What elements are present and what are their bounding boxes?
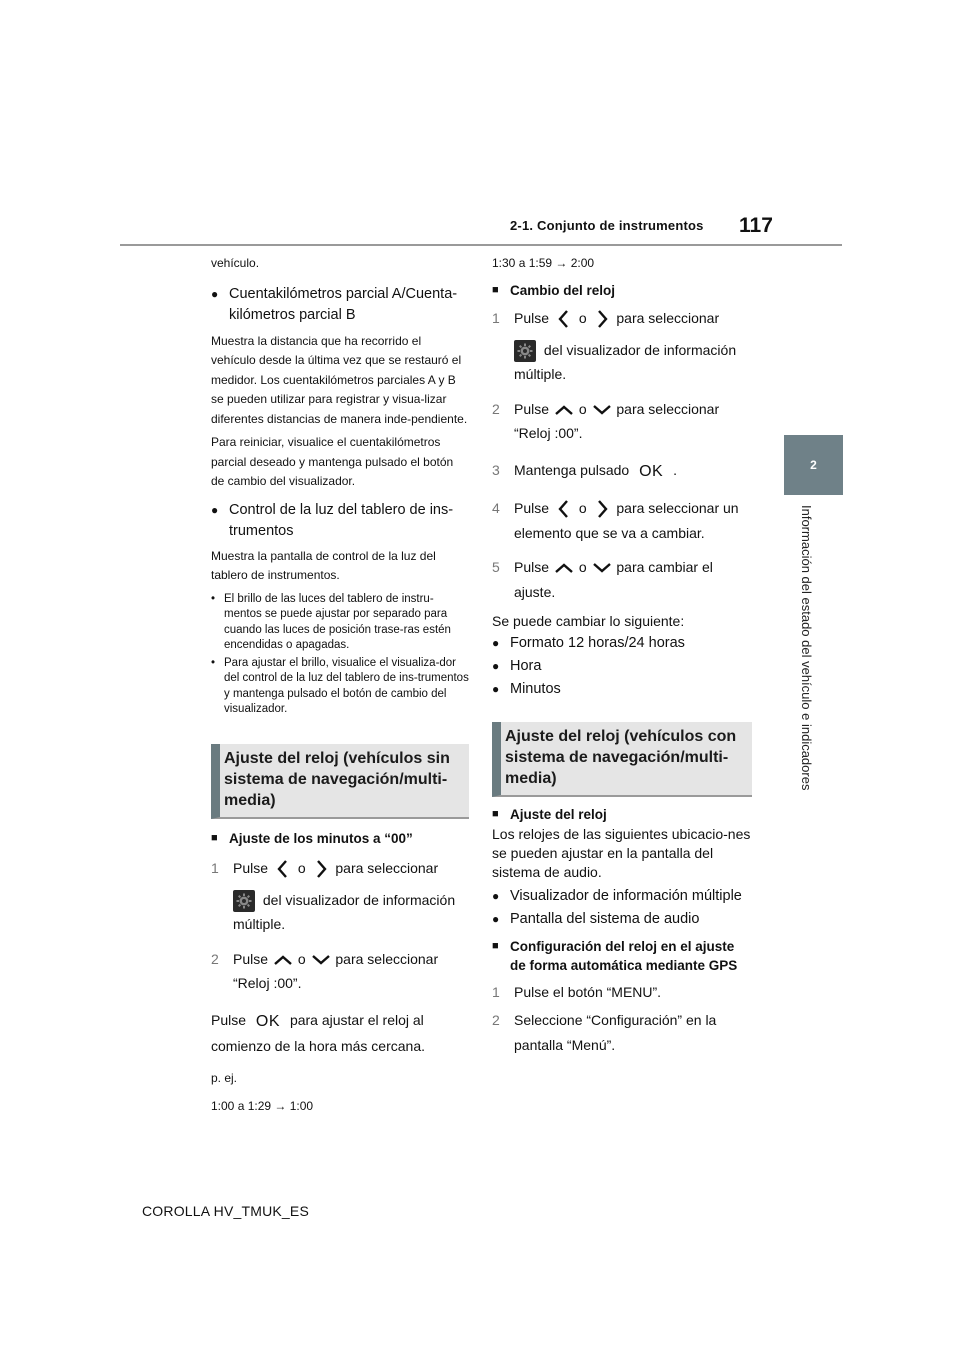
square-bullet-icon: ■: [492, 283, 499, 296]
can-change-text: Se puede cambiar lo siguiente:: [492, 613, 685, 629]
step-text: para seleccionar un elemento que se va a cambiar.: [514, 500, 739, 541]
bullet-dot-icon: ●: [492, 911, 500, 926]
ok-text: Pulse: [211, 1011, 247, 1028]
step-text: Mantenga pulsado: [514, 461, 630, 478]
step-g2: [492, 1008, 752, 1057]
step-text: o: [578, 500, 587, 516]
example-1: 1:00 a 1:29 → 1:00: [211, 1099, 314, 1113]
step-text: Pulse: [233, 860, 269, 876]
step-text: del visualizador de información múltiple.: [514, 341, 737, 382]
step-r3: [492, 458, 752, 485]
header-title: 2-1. Conjunto de instrumentos: [510, 218, 704, 233]
square-bullet-icon: ■: [492, 939, 499, 952]
step-g1: [492, 980, 752, 1005]
step-text: o: [578, 400, 587, 417]
step-text: para seleccionar: [616, 310, 720, 326]
subheading-text: Cambio del reloj: [510, 282, 616, 298]
chevron-right-icon: [591, 308, 613, 330]
chevron-up-icon: [553, 560, 575, 576]
chevron-left-icon: [272, 858, 294, 880]
step-number: 2: [492, 1012, 500, 1028]
bullet-light: [211, 500, 469, 542]
gear-icon: [233, 890, 255, 912]
step-number: 1: [211, 860, 219, 876]
bullet-dot-icon: ●: [492, 888, 500, 903]
chevron-left-icon: [553, 308, 575, 330]
trip-description: Muestra la distancia que ha recorrido el vehículo desde la última vez que se restauró el medidor. Los cuentakilómetros parciales A y B se pueden utilizar para registrar y visua-lizar diferentes distancias de manera inde-pendiente.: [211, 333, 468, 426]
option-text: Hora: [510, 658, 542, 674]
ok-button-icon: OK: [639, 462, 664, 480]
step-text: Pulse: [514, 500, 550, 516]
step-r2: [492, 397, 752, 446]
gear-icon: [514, 340, 536, 362]
light-description: Muestra la pantalla de control de la luz del tablero de instrumentos.: [211, 548, 436, 582]
location-audio: [492, 909, 752, 930]
step-2: [211, 947, 469, 996]
ok-instruction: [211, 1008, 469, 1059]
chevron-left-icon: [553, 498, 575, 520]
step-text: o: [297, 950, 306, 967]
notes-list: [211, 592, 469, 718]
step-text: Seleccione “Configuración” en la pantalla “Menú”.: [514, 1012, 717, 1053]
chevron-up-icon: [272, 952, 294, 968]
chevron-right-icon: [591, 498, 613, 520]
chevron-down-icon: [591, 402, 613, 418]
step-text: Pulse el botón “MENU”.: [514, 983, 662, 1000]
page-number: 117: [739, 214, 773, 237]
chevron-up-icon: [553, 402, 575, 418]
step-number: 1: [492, 983, 500, 1000]
left-column: [211, 254, 469, 1117]
bullet-light-text: Control de la luz del tablero de ins-trumentos: [229, 501, 454, 539]
step-text: o: [578, 310, 587, 326]
subheading-text: Ajuste de los minutos a “00”: [229, 830, 413, 846]
ok-button-icon: OK: [255, 1012, 281, 1030]
step-text: Pulse: [233, 950, 269, 967]
step-number: 2: [492, 400, 500, 417]
bullet-dot-icon: ●: [492, 636, 500, 650]
right-column: [492, 254, 752, 1057]
bullet-dot-icon: ●: [211, 502, 219, 517]
intro-text: vehículo.: [211, 256, 260, 270]
chevron-down-icon: [591, 560, 613, 576]
square-bullet-icon: ■: [211, 831, 218, 844]
bullet-dot-icon: ●: [492, 682, 500, 696]
option-text: Formato 12 horas/24 horas: [510, 635, 685, 651]
bullet-trip-text: Cuentakilómetros parcial A/Cuenta-kilómetros parcial B: [229, 285, 458, 323]
bullet-dot-icon: ●: [492, 659, 500, 673]
step-text: o: [297, 860, 306, 876]
subheading-text: Configuración del reloj en el ajuste de forma automática mediante GPS: [510, 938, 738, 973]
option-format: [492, 633, 752, 654]
step-number: 1: [492, 310, 500, 326]
step-text: .: [673, 461, 677, 478]
list-item: • El brillo de las luces del tablero de instru-mentos se puede ajustar por separado para cuando las luces de posición trase-ras estén encendidas o apagadas.: [211, 592, 469, 654]
step-text: para seleccionar “Reloj :00”.: [514, 400, 720, 441]
step-number: 5: [492, 559, 500, 575]
chapter-tab: 2: [784, 435, 843, 495]
subheading-minutes: [211, 829, 469, 849]
footer-model: COROLLA HV_TMUK_ES: [142, 1203, 309, 1219]
list-item: • Para ajustar el brillo, visualice el visualiza-dor del control de la luz del tablero de ins-trumentos y mantenga pulsado el botón de cambio del visualizador.: [211, 656, 469, 718]
step-text: para seleccionar “Reloj :00”.: [233, 950, 439, 991]
location-text: Pantalla del sistema de audio: [510, 910, 700, 927]
example-label: p. ej.: [211, 1070, 238, 1085]
header-rule: [120, 244, 842, 246]
bullet-dot-icon: ●: [211, 286, 219, 301]
square-bullet-icon: ■: [492, 808, 499, 820]
step-r1: [492, 306, 752, 387]
subheading-change-clock: [492, 281, 752, 301]
option-minutes: [492, 679, 752, 700]
location-text: Visualizador de información múltiple: [510, 887, 742, 904]
step-r5: [492, 555, 752, 604]
bullet-trip: [211, 284, 469, 326]
step-text: o: [578, 559, 587, 575]
note-text: El brillo de las luces del tablero de instru-mentos se puede ajustar por separado para cuando las luces de posición trase-ras estén encendidas o apagadas.: [224, 592, 451, 651]
chevron-right-icon: [310, 858, 332, 880]
option-hour: [492, 656, 752, 677]
step-r4: [492, 496, 752, 545]
note-text: Para ajustar el brillo, visualice el visualiza-dor del control de la luz del tablero de ins-trumentos y mantenga pulsado el botón de cambio del visualizador.: [224, 656, 469, 715]
option-text: Minutos: [510, 681, 561, 697]
step-text: Pulse: [514, 559, 550, 575]
step-number: 2: [211, 950, 219, 967]
step-number: 4: [492, 500, 500, 516]
chevron-down-icon: [310, 952, 332, 968]
step-text: del visualizador de información múltiple.: [233, 891, 456, 932]
trip-reset-description: Para reiniciar, visualice el cuentakilómetros parcial deseado y mantenga pulsado el botón de cambio del visualizador.: [211, 435, 454, 488]
step-text: Pulse: [514, 400, 550, 417]
chapter-side-title: Información del estado del vehículo e indicadores: [799, 505, 814, 791]
step-text: para cambiar el ajuste.: [514, 559, 713, 600]
location-mid: [492, 886, 752, 907]
section-heading-no-nav: Ajuste del reloj (vehículos sin sistema de navegación/multi-media): [211, 744, 469, 819]
subheading-gps: [492, 937, 752, 976]
example-2: 1:30 a 1:59 → 2:00: [492, 256, 595, 270]
step-text: para seleccionar: [335, 860, 439, 876]
subheading-text: Ajuste del reloj: [510, 807, 607, 822]
adjust-description: Los relojes de las siguientes ubicacio-nes se pueden ajustar en la pantalla del sistema de audio.: [492, 825, 751, 880]
ok-text: para ajustar el reloj al comienzo de la hora más cercana.: [211, 1011, 425, 1054]
subheading-adjust: [492, 805, 752, 825]
step-1: [211, 856, 469, 937]
section-heading-with-nav: Ajuste del reloj (vehículos con sistema de navegación/multi-media): [492, 722, 752, 797]
step-number: 3: [492, 461, 500, 478]
step-text: Pulse: [514, 310, 550, 326]
